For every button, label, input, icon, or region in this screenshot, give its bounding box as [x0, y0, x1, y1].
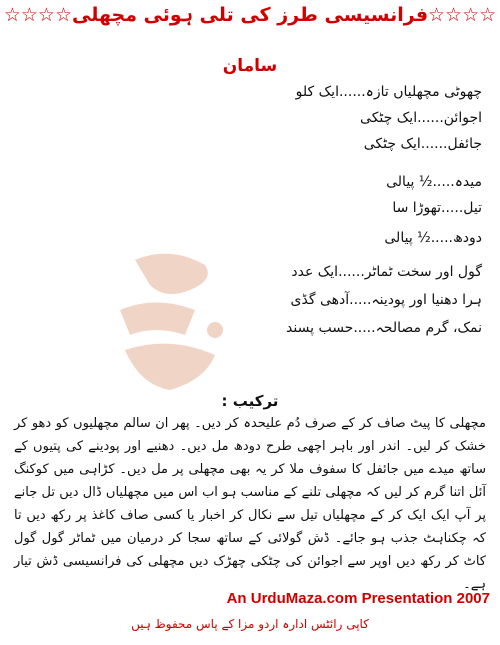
page-title: ☆☆☆☆فرانسیسی طرز کی تلی ہوئی مچھلی☆☆☆☆	[3, 4, 497, 26]
ingredient-item: میدہ.....½ پیالی	[386, 174, 482, 190]
ingredient-item: ہرا دھنیا اور پودینہ.....آدھی گڈی	[290, 292, 482, 308]
ingredient-item: دودھ.....½ پیالی	[384, 230, 482, 246]
urdu-maza-logo-watermark	[95, 240, 245, 410]
footer-presentation: An UrduMaza.com Presentation 2007	[226, 590, 490, 607]
ingredient-item: گول اور سخت ٹماٹر......ایک عدد	[291, 264, 482, 280]
ingredient-item: اجوائن......ایک چٹکی	[360, 110, 482, 126]
ingredient-item: چھوٹی مچھلیاں تازہ......ایک کلو	[295, 84, 482, 100]
ingredient-item: نمک، گرم مصالحہ.....حسب پسند	[286, 320, 482, 336]
ingredient-item: جائفل......ایک چٹکی	[363, 136, 482, 152]
method-heading: ترکیب :	[221, 392, 279, 410]
method-text: مچھلی کا پیٹ صاف کر کے صرف دُم علیحدہ کر دیں۔ پھر ان سالم مچھلیوں کو دھو کر خشک کر لیں۔ اندر اور باہر اچھی طرح دودھ مل دیں۔ دھنیے اور پودینے کی پتیوں کے ساتھ میدے میں جائفل کا سفوف ملا کر یہ بھی مچھلی پر مل دیں۔ کڑاہی میں کوکنگ آئل اتنا گرم کر لیں کہ مچھلی تلنے کے مناسب ہو اب اس میں مچھلیاں ڈال دیں تل جانے پر آپ ایک ایک کر کے مچھلیاں تیل سے نکال کر اخبار یا کسی صاف کاغذ پر رکھ دیں تا کہ چکناہٹ جذب ہو جائے۔ ڈش گولائی کے ساتھ سجا کر درمیان میں ٹماٹر گول گول کاٹ کر رکھ دیں اوپر سے اجوائن کی چٹکی چھڑک دیں مچھلی کی فرانسیسی ڈش تیار ہے۔	[14, 416, 486, 592]
ingredients-heading: سامان	[222, 56, 278, 76]
ingredient-item: تیل.....تھوڑا سا	[392, 200, 482, 216]
copyright-notice: کاپی رائٹس ادارہ اردو مزا کے پاس محفوظ ہیں	[131, 617, 369, 631]
